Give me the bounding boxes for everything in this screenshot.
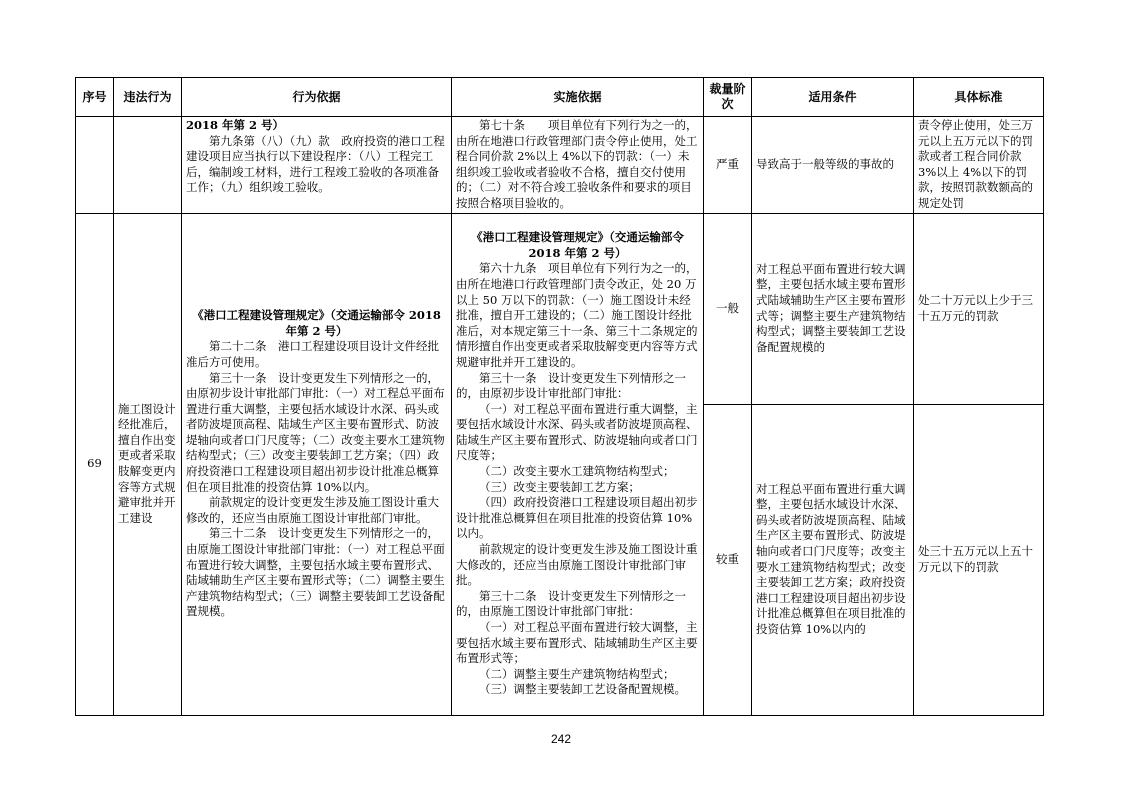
cell-violation-empty (114, 117, 182, 214)
implementation-text (456, 118, 699, 212)
page-number: 242 (550, 732, 572, 746)
paragraph: 第三十一条 设计变更发生下列情形之一的，由原初步设计审批部门审批：（一）对工程总平面布置进行重大调整，主要包括水域设计水深、码头或者防波堤顶高程、陆域生产区主要布置形式、防波堤轴向或者口门尺度等；（二）改变主要水工建筑物结构型式；（三）改变主要装卸工艺方案；（四）政府投资港口工程建设项目超出初步设计批准总概算但在项目批准的投资估算 10%以内。 (186, 370, 445, 494)
basis-text (186, 118, 447, 196)
cell-violation: 施工图设计经批准后，擅自作出变更或者采取肢解变更内容等方式规避审批并开工建设 (114, 213, 182, 715)
paragraph: 第九条第（八）（九）款 政府投资的港口工程建设项目应当执行以下建设程序：（八）工程完工后，编制竣工材料，进行工程竣工验收的各项准备工作；（九）组织竣工验收。 (186, 133, 445, 195)
paragraph: 第三十一条 设计变更发生下列情形之一的，由原初步设计审批部门审批： (456, 370, 686, 401)
header-violation: 违法行为 (114, 78, 182, 117)
paragraph: 第七十条 项目单位有下列行为之一的，由所在地港口行政管理部门责令停止使用，处工程合同价款 2%以上 4%以下的罚款：（一）未组织竣工验收或者验收不合格，擅自交付使用的；（二）对不符合竣工验收条件和要求的项目按照合格项目验收的。 (456, 118, 698, 210)
paragraph: 第六十九条 项目单位有下列行为之一的，由所在地港口行政管理部门责令改正，处 20 万以上 50 万以下的罚款：（一）施工图设计未经批准，擅自开工建设的；（二）施工图设计经批准后，对本规定第三十一条、第三十二条规定的情形擅自作出变更或者采取肢解变更内容等方式规避审批并开工建设的。 (456, 261, 698, 369)
regulation-table (75, 77, 1044, 716)
paragraph: （一）对工程总平面布置进行重大调整，主要包括水域设计水深、码头或者防波堤顶高程、陆域生产区主要布置形式、防波堤轴向或者口门尺度等； (456, 401, 698, 463)
paragraph: 第二十二条 港口工程建设项目设计文件经批准后方可使用。 (186, 339, 439, 369)
cell-basis-69 (182, 213, 452, 715)
header-condition: 适用条件 (752, 78, 914, 117)
cell-condition-severe: 对工程总平面布置进行重大调整，主要包括水域设计水深、码头或者防波堤顶高程、陆域生产区主要布置形式、防波堤轴向或者口门尺度等；改变主要水工建筑物结构型式；改变主要装卸工艺方案；政府投资港口工程建设项目超出初步设计批准总概算但在项目批准的投资估算 10%以内的 (752, 404, 914, 715)
cell-standard-general: 处二十万元以上少于三十五万元的罚款 (914, 213, 1044, 404)
paragraph: （一）对工程总平面布置进行较大调整，主要包括水域主要布置形式、陆域辅助生产区主要布置形式等； (456, 620, 698, 666)
cell-level-general: 一般 (704, 213, 752, 404)
paragraph: 前款规定的设计变更发生涉及施工图设计重大修改的，还应当由原施工图设计审批部门审批。 (186, 495, 439, 525)
header-basis: 行为依据 (182, 78, 452, 117)
implementation-text-69 (456, 230, 699, 698)
cell-standard-severe: 处三十五万元以上五十万元以下的罚款 (914, 404, 1044, 715)
cell-row-number: 69 (76, 213, 114, 715)
header-implementation: 实施依据 (452, 78, 704, 117)
paragraph: （二）调整主要生产建筑物结构型式； (479, 666, 675, 681)
table-row-continued (76, 117, 1044, 214)
header-no: 序号 (76, 78, 114, 117)
paragraph: 前款规定的设计变更发生涉及施工图设计重大修改的，还应当由原施工图设计审批部门审批。 (456, 542, 698, 588)
paragraph: 第三十二条 设计变更发生下列情形之一的，由原施工图设计审批部门审批： (456, 588, 686, 619)
paragraph: （二）改变主要水工建筑物结构型式； (479, 464, 675, 479)
cell-implementation (452, 117, 704, 214)
header-standard: 具体标准 (914, 78, 1044, 117)
cell-no-empty (76, 117, 114, 214)
paragraph: 《港口工程建设管理规定》（交通运输部令 2018 年第 2 号） (192, 308, 441, 338)
cell-condition: 导致高于一般等级的事故的 (752, 117, 914, 214)
cell-level: 严重 (704, 117, 752, 214)
paragraph: 2018 年第 2 号） (186, 118, 285, 132)
paragraph: （四）政府投资港口工程建设项目超出初步设计批准总概算但在项目批准的投资估算 10%以内。 (456, 495, 698, 541)
paragraph: （三）调整主要装卸工艺设备配置规模。 (479, 682, 686, 697)
paragraph: （三）改变主要装卸工艺方案； (479, 479, 640, 494)
header-level: 裁量阶次 (704, 78, 752, 117)
cell-implementation-69 (452, 213, 704, 715)
basis-text-69 (186, 308, 447, 620)
table-row-69 (76, 213, 1044, 404)
paragraph: 《港口工程建设管理规定》（交通运输部令 2018 年第 2 号） (471, 230, 684, 260)
cell-standard: 责令停止使用，处三万元以上五万元以下的罚款或者工程合同价款 3%以上 4%以下的罚款，按照罚款数额高的规定处罚 (914, 117, 1044, 214)
cell-condition-general: 对工程总平面布置进行较大调整，主要包括水域主要布置形式陆域辅助生产区主要布置形式等；调整主要生产建筑物结构型式；调整主要装卸工艺设备配置规模的 (752, 213, 914, 404)
cell-level-severe: 较重 (704, 404, 752, 715)
cell-basis (182, 117, 452, 214)
paragraph: 第三十二条 设计变更发生下列情形之一的，由原施工图设计审批部门审批：（一）对工程总平面布置进行较大调整，主要包括水域主要布置形式、陆域辅助生产区主要布置形式等；（二）调整主要生产建筑物结构型式；（三）调整主要装卸工艺设备配置规模。 (186, 526, 445, 619)
